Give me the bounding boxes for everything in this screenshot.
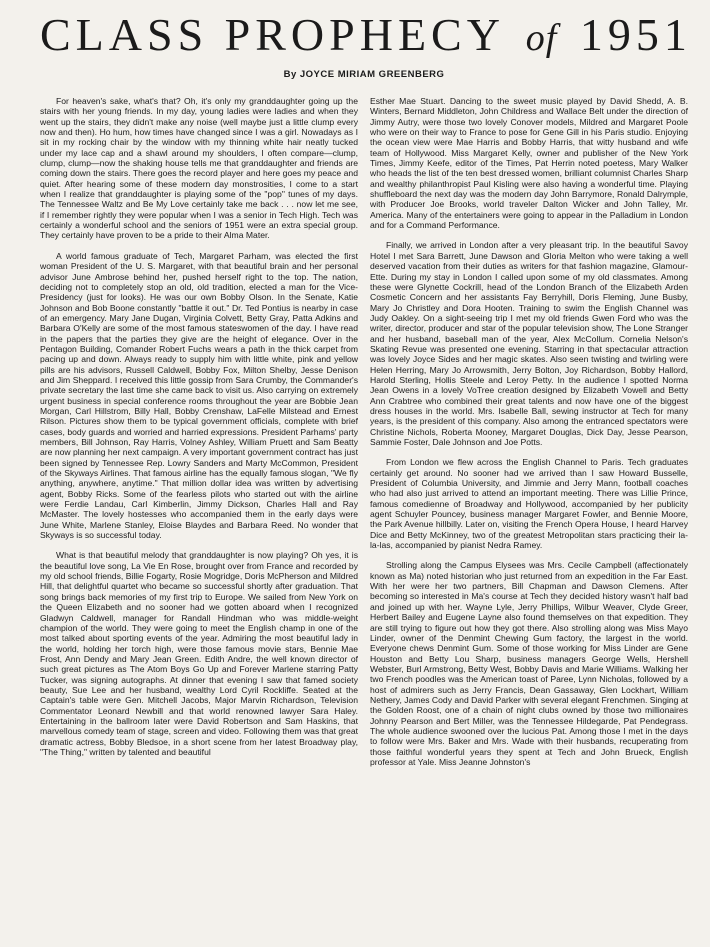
- paragraph: Strolling along the Campus Elysees was Mrs. Cecile Campbell (affectionately known as Ma) noted historian who just returned from an expedition in the Far East. With her were her two partners, Bill Chapman and Dawson Clemens. After becoming so interested in Ma's course at Tech they decided history wasn't half bad and joined up with her. Wayne Lyle, Jerry Phillips, Wilbur Weaver, Clyde Greer, Herbert Bailey and Eugene Layne also found themselves on that expedition. They are still trying to figure out how they got there. Also strolling along was Miss Mayo Linder, owner of the Denmint Chewing Gum factory, the largest in the world. Everyone chews Denmint Gum. Some of those working for Miss Linder are Gene Houston and Betty Lou Sharp, business managers George Wells, Hershell Webster, Burl Armstrong, Betty West, Bobby Davis and Marie Williams. Walking her two French poodles was the American toast of Paree, Lynn Nicholas, followed by a host of admirers such as Jerry Francis, Dean Gassaway, Glen Lockhart, William Nethery, James Cody and David Parker with several elegant Frenchmen. Singing at the Golden Roost, one of a chain of night clubs owned by those two millionaires Johnny Pearson and Bert Miller, was the Tennessee Hildegarde, Pat Pendegrass. The whole audience swooned over the lucious Pat. Among those I met in the days to follow were Mrs. Baker and Mrs. Wade with their husbands, recuperating from those faithful wonderful years they spent at Tech and John Brueck, English professor at Yale. Miss Jeanne Johnston's: [370, 560, 688, 767]
- title-main: CLASS PROPHECY: [40, 9, 504, 60]
- title-of: of: [525, 17, 558, 59]
- paragraph: What is that beautiful melody that granddaughter is now playing? Oh yes, it is the beautiful love song, La Vie En Rose, brought over from France and recorded by my old school friends, Billie Fogarty, Rosie Mogridge, Doris McPherson and Mildred Hill, that delightful quartet who became so successful shortly after graduation. That song brings back memories of my first trip to Europe. We sailed from New York on the Queen Elizabeth and no sooner had we gotten aboard when I recognized Gladwyn Caldwell, manager for Randall Hindman who was middle-weight champion of the world. They were going to meet the English champ in one of the most talked about sporting events of the year. Admiring the most beautiful lady in the world, holding her torch high, were those famous movie stars, Bennie Mae Frost, Ann Dendy and Mary Jean Green. Edith Andre, the well known director of such great pictures as The Atom Boys Go Up and Forever Marlene starring Patty Tucker, was signing autographs. At dinner that evening I saw that famed society beauty, Sue Lee and her husband, wealthy Lord Cyril Rockliffe. Seated at the Captain's table were Gen. Mitchell Jacobs, Major Marvin Richardson, Television Commentator Leonard Newbill and that world renowned lawyer Sara Haley. Entertaining in the ballroom later were David Robertson and Sam Haskins, that marvellous comedy team of stage, screen and video. Following them was that great dramatic actress, Bobby Bledsoe, in a short scene from her latest Broadway play, "The Thing," written by talented and beautiful: [40, 550, 358, 757]
- paragraph: A world famous graduate of Tech, Margaret Parham, was elected the first woman President of the U. S. Margaret, with that beautiful brain and her personal advisor June Ambrose behind her, pushed herself right to the top. The nation, deciding not to completely stop an old, old tradition, elected a man for the Vice-Presidency (just for looks). He was our own Bobby Olson. In the Senate, Katie Johnson and Bob Boone constantly "battle it out." Dr. Ted Pontius is nearby in case of an emergency. Mary Jane Dugan, Virginia Colvett, Betty Gray, Patta Adkins and Barbara O'Kelly are some of the most famous stateswomen of the day. I have read in the papers that the parties they give are the height of elegance. Over in the Pentagon Building, Comander Robert Fuchs wears a path in the thick carpet from pacing up and down. Always ready to supply him with little white, pink and yellow pills are his advisors, Russell Caldwell, Bobby Fox, Milton Shelby, Jesse Denison and Jim Sheppard. I received this little gossip from Sara Crumby, the Commander's private secretary the last time she came back to visit us. Also carrying on extremely urgent business in special conference rooms throughout the year are Bobbie Jean Morgan, Carl Hillstrom, Billy Hall, Bobby Crenshaw, LaFelle Milstead and Ernest Rilson. Pictures show them to be typical government officials, complete with brief cases, body guards and worried and harried expressions. President Parhams' party members, Bill Johnson, Ray Harris, Volney Ashley, William Pruett and Sam Beatty are now planning her next campaign. A very important government contract has just been signed by Tennessee Rep. Lowry Sanders and Marty McCommon, President of the Skyways Airlines. That famous airline has the equally famous slogan, "We fly anything, anywhere, anytime." That million dollar idea was written by advertising agent, Bobby Ricks. Some of the fearless pilots who started out with the airline were Ferdie Landau, Carl Kimberlin, Jimmy Dickson, Charles Hall and Ray McMaster. The lovely hostesses who accompanied them in the early days were June White, Marlene Stanley, Eloise Blaydes and Barbara Reed. No wonder that Skyways is so successful today.: [40, 250, 358, 541]
- page-title: [40, 9, 692, 63]
- title-year: 1951: [579, 9, 692, 60]
- paragraph: Esther Mae Stuart. Dancing to the sweet music played by David Shedd, A. B. Winters, Bernard Middleton, John Childress and Wallace Belt under the direction of Jimmy Autry, were those two lovely Conover models, Mildred and Margaret Poole who were on their way to France to pose for Gene Gill in his Paris studio. Enjoying the ocean view were Mae Harris and Bobby Harris, that witty husband and wife team of Hollywood. Miss Margaret Kelly, owner and publisher of the New York Times, Jimmy Keefe, editor of the Times, Pat Herrin noted poetess, Mary Walker who heads the list of the ten best dressed women, brilliant columnist Charles Sharp and wealthy philanthropist Paul Kisling were also having a wonderful time. Playing shuffleboard the next day was the modern day John Barrymore, Ronald Dalrymple, with Producer Joe Brooks, world traveler Dalton Wicker and John Talley, Mr. America. Many of the entertainers were going to appear in the Palladium in London and for a Command Performance.: [370, 96, 688, 231]
- paragraph: Finally, we arrived in London after a very pleasant trip. In the beautiful Savoy Hotel I met Sara Barrett, June Dawson and Gloria Melton who were taking a well deserved vacation from their duties as writers for that fashion magazine, Glamour-Ette. During my stay in London I called upon some of my old classmates. Among these were Glynette Cockrill, head of the London Branch of the Elizabeth Arden Cosmetic Concern and her assistants Fay Berryhill, Doris Fleming, June Busby, Mary Jo Christley and Dora Hooten. Training to swim the English Channel was Judy Oakley. On a sight-seeing trip I met my old friends Gwen Ford who was the writer, director, producer and star of the popular television show, The Lone Stranger and her husband, baseball man of the year, Alex McCollum. Cornelia Nelson's Skating Revue was presented one evening. Starring in that spectacular attraction was lovely Joyce Sides and her magic skates. Also seen twisting and twirling were Helen Herring, Mary Jo Arrowsmith, Jerry Bolton, Joy Richardson, Bobby Hallord, Harold Sterling, Hollis Steele and Leroy Petty. In the audience I spotted Norma Jean Owens in a lovely VoTree creation designed by Elizabeth Vowell and Betty Ann Crabtree who combined their great talents and now have one of the biggest dress houses in the world. Mrs. Isabelle Ball, sewing instructor at Tech for many years, is the president of this company. Also among the entranced spectators were Christine Nichols, Roberta Mooney, Margaret Douglas, Dick Day, Jesse Pearson, Sammie Foster, Dale Johnson and Joe Potts.: [370, 240, 688, 447]
- article-columns: [40, 96, 688, 946]
- right-column: [370, 96, 688, 946]
- left-column: [40, 96, 358, 946]
- paragraph: From London we flew across the English Channel to Paris. Tech graduates certainly get around. No sooner had we arrived than I saw Howard Busselle, President of Columbia University, and Jimmie and Jerry Mann, football coaches who had also just arrived to attend an important meeting. There was Lillie Prince, famous comedienne of Broadway and Hollywood, accompanied by her publicity agent Schuyler Pouncey, business manager Margaret Fowler, and Bennie Moore, the Park Avenue hillbilly. Later on, visiting the French Opera House, I heard Harvey Dice and Betty McKinney, two of the greatest Metropolitan stars practicing their la-la-las, accompanied by pianist Nedra Ramey.: [370, 457, 688, 551]
- byline: By JOYCE MIRIAM GREENBERG: [283, 69, 445, 80]
- paragraph: For heaven's sake, what's that? Oh, it's only my granddaughter going up the stairs with her young friends. In my day, young ladies were ladies and when they went up the stairs, they didn't make any noise (well maybe just a little clump every now and then). Ho hum, how times have changed since I was a girl. Nowadays as I sit in my rocking chair by the window with my thinning white hair neatly tucked under my lace cap and a shawl around my shoulders, I often compare—clump, clump, clump—now the shaking house tells me that granddaughter and friends are coming down the stairs. There goes the record player and here goes my peace and quiet. After hearing some of these modern day monstrosities, I come to a start when I realize that granddaughter is playing some of the "pop" tunes of my days. The Tennessee Waltz and Be My Love certainly take me back . . . now let me see, if I remember rightly they were popular when I was a senior in Tech High. Tech was certainly a wonderful school and the seniors of 1951 were an extra special group. They certainly have proven to be a pride to their Alma Mater.: [40, 96, 358, 241]
